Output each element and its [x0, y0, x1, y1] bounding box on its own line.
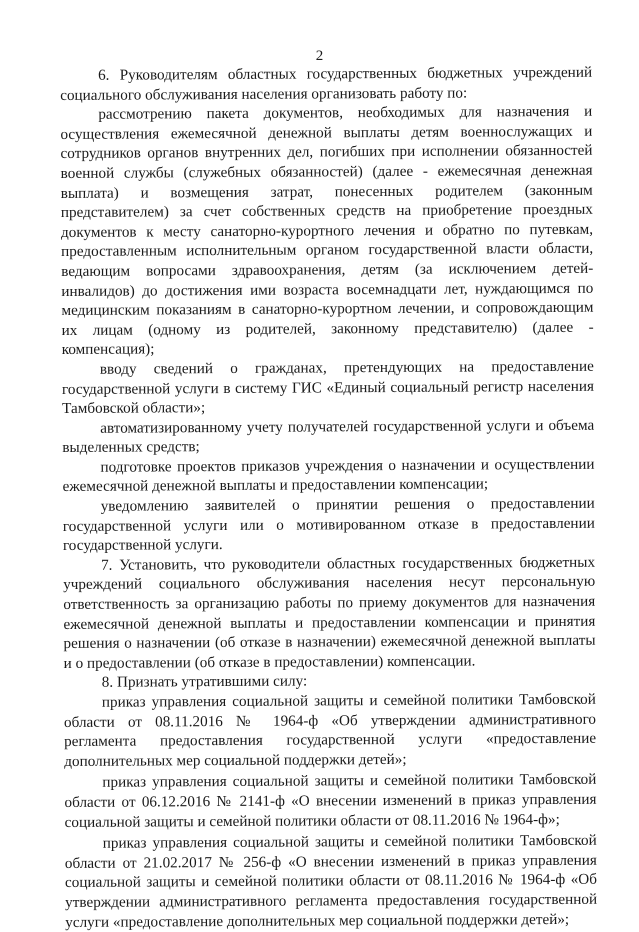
paragraph-6-item-data-entry: вводу сведений о гражданах, претендующих на предоставление государственной услуги в систему ГИС «Единый социальный регистр населения Тамбовской области»; — [61, 357, 595, 418]
paragraph-8-intro: 8. Признать утратившими силу: — [101, 672, 308, 692]
paragraph-6-item-review: рассмотрению пакета документов, необходимых для назначения и осуществления ежемесячной денежной выплаты детям военнослужащих и сотрудников органов внутренних дел, погибших при исполнении обязанностей военной службы (служебных обязанностей) (далее - ежемесячная денежная выплата) и возмещения затрат, понесенных родителем (законным представителем) за счет собственных средств на приобретение проездных документов к месту санаторно-курортного лечения и обратно по путевкам, предоставленным исполнительным органом государственной власти области, ведающим вопросами здравоохранения, детям (за исключением детей-инвалидов) до достижения ими возраста восемнадцати лет, нуждающимся по медицинским показаниям в санаторно-курортном лечении, и сопровождающим их лицам (одному из родителей, законному представителю) (далее - компенсация); — [60, 102, 594, 359]
paragraph-8-order-2141: приказ управления социальной защиты и семейной политики Тамбовской области от 06.12.2016 № 2141-ф «О внесении изменений в приказ управления социальной защиты и семейной политики области от 08.11.2016 № 1964-ф»; — [64, 771, 597, 831]
paragraph-7: 7. Установить, что руководители областных государственных бюджетных учреждений социального обслуживания населения несут персональную ответственность за организацию работы по приему документов для назначения ежемесячной денежной выплаты и предоставлении компенсации и принятия решения о назначении (об отказе в назначении) ежемесячной денежной выплаты и о предоставлении (об отказе в предоставлении) компенсации. — [63, 553, 596, 672]
document-body — [60, 63, 597, 932]
paragraph-6-intro: 6. Руководителям областных государственных бюджетных учреждений социального обслуживания населения организовать работу по: — [60, 63, 593, 104]
paragraph-6-item-accounting: автоматизированному учету получателей государственной услуги и объема выделенных средств; — [62, 416, 595, 457]
paragraph-8-order-256: приказ управления социальной защиты и семейной политики Тамбовской области от 21.02.2017 № 256-ф «О внесении изменений в приказ управления социальной защиты и семейной политики области от 08.11.2016 № 1964-ф «Об утверждении административного регламента предоставления государственной услуги «предоставление дополнительных мер социальной поддержки детей»; — [64, 831, 598, 931]
paragraph-6-item-orders: подготовке проектов приказов учреждения о назначении и осуществлении ежемесячной денежной выплаты и предоставлении компенсации; — [62, 455, 595, 496]
paragraph-6-item-notification: уведомлению заявителей о принятии решения о предоставлении государственной услуги или о мотивированном отказе в предоставлении государственной услуги. — [62, 494, 595, 555]
paragraph-8-order-1964: приказ управления социальной защиты и семейной политики Тамбовской области от 08.11.2016 № 1964-ф «Об утверждении административного регламента предоставления государственной услуги «предоставление дополнительных мер социальной поддержки детей»; — [63, 690, 597, 770]
page-number: 2 — [315, 48, 324, 64]
